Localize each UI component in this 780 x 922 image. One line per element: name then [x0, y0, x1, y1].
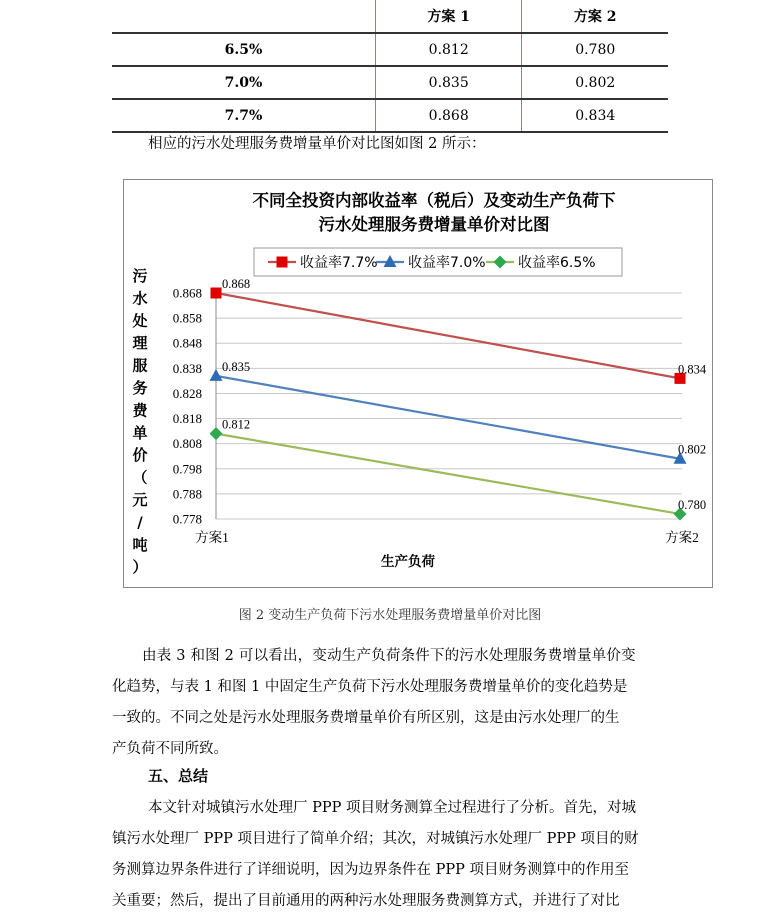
y-tick-label: 0.838 — [172, 360, 202, 376]
x-tick-label: 方案1 — [195, 530, 229, 545]
series-marker — [211, 288, 222, 299]
y-axis-label-char: 单 — [132, 423, 148, 442]
legend-label: 收益率7.7% — [300, 255, 378, 271]
data-label: 0.780 — [678, 497, 707, 512]
y-tick-label: 0.828 — [172, 385, 202, 401]
data-label: 0.802 — [678, 442, 707, 457]
y-axis-label-char: 务 — [132, 379, 148, 397]
paragraph-line: 产负荷不同所致。 — [112, 741, 228, 757]
table-cell: 6.5% — [112, 33, 375, 66]
y-axis — [173, 286, 216, 527]
y-axis-label-char: 水 — [132, 289, 148, 308]
y-tick-label: 0.798 — [172, 461, 202, 477]
y-tick-label: 0.808 — [172, 436, 202, 452]
x-axis-label: 生产负荷 — [381, 554, 435, 570]
y-axis-label-char: 处 — [132, 311, 148, 330]
y-axis-label-char: 吨 — [132, 535, 148, 554]
paragraph-line: 关重要；然后，提出了目前通用的两种污水处理服务费测算方式，并进行了对比 — [112, 893, 620, 909]
y-tick-label: 0.778 — [172, 511, 202, 527]
section-title: 五、总结 — [148, 767, 209, 785]
y-tick-label: 0.848 — [172, 335, 202, 351]
table-cell: 0.868 — [375, 99, 522, 132]
legend-label: 收益率7.0% — [408, 255, 486, 271]
intro-text: 相应的污水处理服务费增量单价对比图如图 2 所示： — [148, 136, 486, 152]
paragraph-line: 由表 3 和图 2 可以看出，变动生产负荷条件下的污水处理服务费增量单价变 — [142, 648, 636, 664]
table-row — [112, 33, 668, 66]
table-cell: 0.780 — [522, 33, 668, 66]
paragraph-line: 镇污水处理厂 PPP 项目进行了简单介绍；其次，对城镇污水处理厂 PPP 项目的财 — [112, 831, 639, 847]
paragraph-line: 务测算边界条件进行了详细说明，因为边界条件在 PPP 项目财务测算中的作用至 — [112, 862, 629, 878]
table-cell: 0.834 — [522, 99, 668, 132]
legend-label: 收益率6.5% — [518, 255, 596, 271]
table-cell: 0.812 — [375, 33, 522, 66]
series-marker — [210, 427, 223, 440]
table-cell: 7.0% — [112, 66, 375, 99]
table-header-row — [112, 0, 668, 33]
chart-frame — [123, 179, 713, 588]
series-line — [216, 293, 680, 378]
data-label: 0.835 — [222, 359, 251, 374]
y-axis-label-char: / — [137, 513, 143, 532]
table-row — [112, 66, 668, 99]
chart-title-line1: 不同全投资内部收益率（税后）及变动生产负荷下 — [252, 191, 616, 210]
y-axis-label-char: 理 — [132, 334, 148, 353]
series-layer — [210, 277, 707, 520]
y-axis-label-char: 费 — [132, 401, 148, 420]
chart-title-line2: 污水处理服务费增量单价对比图 — [318, 215, 550, 234]
y-axis-label-char: 元 — [132, 491, 148, 509]
x-tick-label: 方案2 — [665, 530, 699, 545]
y-axis-label-char: （ — [132, 468, 148, 487]
table-cell: 0.835 — [375, 66, 522, 99]
data-label: 0.812 — [222, 417, 251, 432]
series-marker — [277, 257, 288, 268]
table-header-cell: 方案 1 — [375, 0, 522, 33]
x-axis — [195, 530, 699, 545]
data-label: 0.834 — [678, 362, 707, 377]
y-axis-label-char: 服 — [132, 356, 148, 375]
data-table — [112, 0, 668, 133]
y-tick-label: 0.858 — [172, 310, 202, 326]
table-cell: 7.7% — [112, 99, 375, 132]
y-axis-label-char: 污 — [132, 267, 148, 285]
y-axis-label-char: 价 — [132, 446, 148, 465]
y-axis-label — [132, 267, 148, 576]
gridlines — [216, 293, 682, 519]
series-group — [210, 360, 707, 464]
table-cell: 0.802 — [522, 66, 668, 99]
y-axis-label-char: ） — [132, 558, 148, 577]
table-header-cell — [112, 0, 375, 33]
data-label: 0.868 — [222, 277, 251, 291]
y-tick-label: 0.788 — [172, 486, 202, 502]
figure-caption: 图 2 变动生产负荷下污水处理服务费增量单价对比图 — [238, 608, 542, 623]
paragraph-line: 化趋势，与表 1 和图 1 中固定生产负荷下污水处理服务费增量单价的变化趋势是 — [112, 679, 628, 695]
table-header-cell: 方案 2 — [522, 0, 668, 33]
paragraph-line: 本文针对城镇污水处理厂 PPP 项目财务测算全过程进行了分析。首先，对城 — [148, 800, 636, 816]
legend — [268, 254, 596, 271]
series-marker — [210, 369, 223, 381]
table-row — [112, 99, 668, 132]
paragraph-line: 一致的。不同之处是污水处理服务费增量单价有所区别，这是由污水处理厂的生 — [112, 710, 620, 726]
y-tick-label: 0.868 — [172, 285, 202, 301]
line-chart — [124, 180, 712, 587]
y-tick-label: 0.818 — [172, 411, 202, 427]
